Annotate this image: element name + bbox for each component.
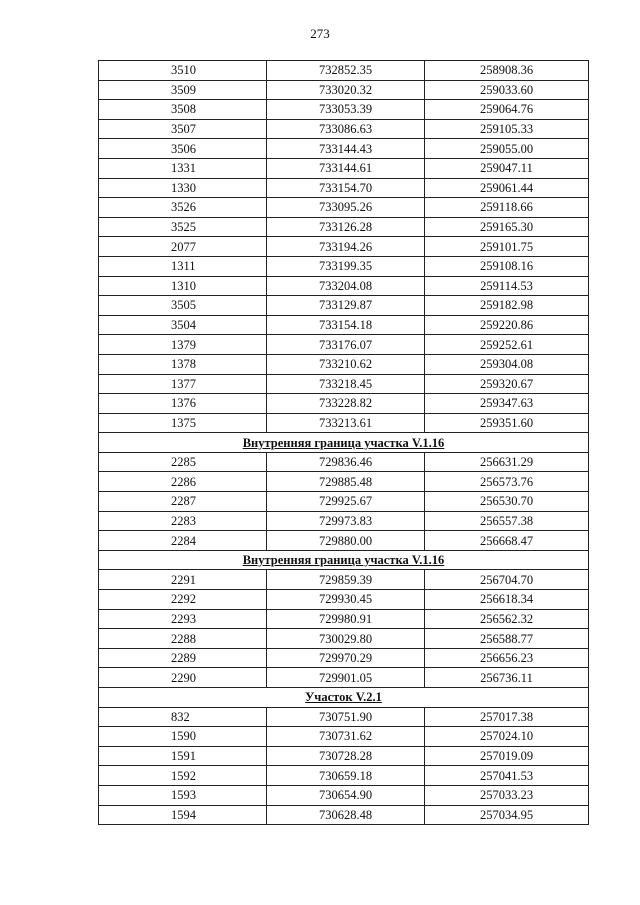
x-coordinate-cell: 730029.80: [267, 629, 425, 649]
x-coordinate-cell: 732852.35: [267, 61, 425, 81]
point-number-cell: 1376: [99, 394, 267, 414]
table-row: [99, 374, 589, 394]
x-coordinate-cell: 729930.45: [267, 590, 425, 610]
point-number-cell: 3507: [99, 119, 267, 139]
x-coordinate-cell: 733020.32: [267, 80, 425, 100]
y-coordinate-cell: 259220.86: [425, 315, 589, 335]
table-row: [99, 100, 589, 120]
table-row: [99, 570, 589, 590]
x-coordinate-cell: 733213.61: [267, 413, 425, 433]
table-row: [99, 296, 589, 316]
point-number-cell: 3506: [99, 139, 267, 159]
x-coordinate-cell: 729925.67: [267, 492, 425, 512]
coordinates-table-body: [99, 61, 589, 825]
y-coordinate-cell: 257034.95: [425, 805, 589, 825]
x-coordinate-cell: 730751.90: [267, 707, 425, 727]
y-coordinate-cell: 256704.70: [425, 570, 589, 590]
table-row: [99, 492, 589, 512]
table-row: [99, 354, 589, 374]
section-title: Участок V.2.1: [99, 688, 589, 708]
table-row: [99, 139, 589, 159]
point-number-cell: 3510: [99, 61, 267, 81]
point-number-cell: 2289: [99, 648, 267, 668]
table-row: [99, 80, 589, 100]
y-coordinate-cell: 259055.00: [425, 139, 589, 159]
x-coordinate-cell: 733194.26: [267, 237, 425, 257]
table-row: [99, 413, 589, 433]
point-number-cell: 1330: [99, 178, 267, 198]
x-coordinate-cell: 733144.43: [267, 139, 425, 159]
point-number-cell: 3525: [99, 217, 267, 237]
x-coordinate-cell: 729980.91: [267, 609, 425, 629]
x-coordinate-cell: 730728.28: [267, 746, 425, 766]
y-coordinate-cell: 259351.60: [425, 413, 589, 433]
point-number-cell: 2286: [99, 472, 267, 492]
y-coordinate-cell: 259304.08: [425, 354, 589, 374]
x-coordinate-cell: 733204.08: [267, 276, 425, 296]
x-coordinate-cell: 730654.90: [267, 785, 425, 805]
y-coordinate-cell: 259101.75: [425, 237, 589, 257]
section-header-row: [99, 550, 589, 570]
section-title: Внутренняя граница участка V.1.16: [99, 433, 589, 453]
y-coordinate-cell: 256736.11: [425, 668, 589, 688]
table-row: [99, 805, 589, 825]
y-coordinate-cell: 259347.63: [425, 394, 589, 414]
x-coordinate-cell: 733086.63: [267, 119, 425, 139]
table-row: [99, 237, 589, 257]
point-number-cell: 2288: [99, 629, 267, 649]
point-number-cell: 2292: [99, 590, 267, 610]
point-number-cell: 3526: [99, 198, 267, 218]
coordinates-table: [98, 60, 589, 825]
table-row: [99, 648, 589, 668]
point-number-cell: 2285: [99, 452, 267, 472]
y-coordinate-cell: 259114.53: [425, 276, 589, 296]
table-row: [99, 727, 589, 747]
x-coordinate-cell: 733144.61: [267, 158, 425, 178]
point-number-cell: 1331: [99, 158, 267, 178]
y-coordinate-cell: 256656.23: [425, 648, 589, 668]
table-row: [99, 119, 589, 139]
y-coordinate-cell: 257017.38: [425, 707, 589, 727]
point-number-cell: 2291: [99, 570, 267, 590]
y-coordinate-cell: 259105.33: [425, 119, 589, 139]
y-coordinate-cell: 256573.76: [425, 472, 589, 492]
x-coordinate-cell: 733210.62: [267, 354, 425, 374]
y-coordinate-cell: 256557.38: [425, 511, 589, 531]
table-row: [99, 158, 589, 178]
table-row: [99, 668, 589, 688]
y-coordinate-cell: 257033.23: [425, 785, 589, 805]
table-row: [99, 609, 589, 629]
point-number-cell: 2284: [99, 531, 267, 551]
page-number: 273: [310, 26, 330, 41]
x-coordinate-cell: 730731.62: [267, 727, 425, 747]
table-row: [99, 335, 589, 355]
point-number-cell: 2287: [99, 492, 267, 512]
table-row: [99, 746, 589, 766]
table-row: [99, 472, 589, 492]
x-coordinate-cell: 733228.82: [267, 394, 425, 414]
y-coordinate-cell: 259033.60: [425, 80, 589, 100]
point-number-cell: 832: [99, 707, 267, 727]
x-coordinate-cell: 733218.45: [267, 374, 425, 394]
y-coordinate-cell: 259118.66: [425, 198, 589, 218]
x-coordinate-cell: 729885.48: [267, 472, 425, 492]
table-row: [99, 394, 589, 414]
point-number-cell: 1379: [99, 335, 267, 355]
point-number-cell: 1375: [99, 413, 267, 433]
y-coordinate-cell: 259064.76: [425, 100, 589, 120]
x-coordinate-cell: 733176.07: [267, 335, 425, 355]
table-row: [99, 178, 589, 198]
x-coordinate-cell: 729970.29: [267, 648, 425, 668]
point-number-cell: 1593: [99, 785, 267, 805]
table-row: [99, 217, 589, 237]
x-coordinate-cell: 733126.28: [267, 217, 425, 237]
table-row: [99, 785, 589, 805]
y-coordinate-cell: 257024.10: [425, 727, 589, 747]
y-coordinate-cell: 257019.09: [425, 746, 589, 766]
section-header-row: [99, 688, 589, 708]
point-number-cell: 3505: [99, 296, 267, 316]
point-number-cell: 1594: [99, 805, 267, 825]
y-coordinate-cell: 259252.61: [425, 335, 589, 355]
x-coordinate-cell: 730628.48: [267, 805, 425, 825]
x-coordinate-cell: 729901.05: [267, 668, 425, 688]
point-number-cell: 3509: [99, 80, 267, 100]
y-coordinate-cell: 256530.70: [425, 492, 589, 512]
point-number-cell: 1311: [99, 256, 267, 276]
point-number-cell: 1591: [99, 746, 267, 766]
y-coordinate-cell: 256562.32: [425, 609, 589, 629]
x-coordinate-cell: 733154.70: [267, 178, 425, 198]
x-coordinate-cell: 733129.87: [267, 296, 425, 316]
table-row: [99, 590, 589, 610]
y-coordinate-cell: 259165.30: [425, 217, 589, 237]
point-number-cell: 3508: [99, 100, 267, 120]
point-number-cell: 1590: [99, 727, 267, 747]
table-row: [99, 531, 589, 551]
table-row: [99, 766, 589, 786]
y-coordinate-cell: 257041.53: [425, 766, 589, 786]
x-coordinate-cell: 729880.00: [267, 531, 425, 551]
table-row: [99, 61, 589, 81]
x-coordinate-cell: 733154.18: [267, 315, 425, 335]
x-coordinate-cell: 733053.39: [267, 100, 425, 120]
x-coordinate-cell: 729836.46: [267, 452, 425, 472]
section-header-row: [99, 433, 589, 453]
point-number-cell: 2293: [99, 609, 267, 629]
point-number-cell: 1592: [99, 766, 267, 786]
point-number-cell: 1377: [99, 374, 267, 394]
y-coordinate-cell: 258908.36: [425, 61, 589, 81]
table-row: [99, 256, 589, 276]
y-coordinate-cell: 256668.47: [425, 531, 589, 551]
point-number-cell: 1378: [99, 354, 267, 374]
point-number-cell: 2077: [99, 237, 267, 257]
y-coordinate-cell: 259182.98: [425, 296, 589, 316]
table-row: [99, 198, 589, 218]
section-title: Внутренняя граница участка V.1.16: [99, 550, 589, 570]
point-number-cell: 1310: [99, 276, 267, 296]
y-coordinate-cell: 259320.67: [425, 374, 589, 394]
x-coordinate-cell: 729973.83: [267, 511, 425, 531]
table-row: [99, 276, 589, 296]
x-coordinate-cell: 729859.39: [267, 570, 425, 590]
x-coordinate-cell: 733199.35: [267, 256, 425, 276]
y-coordinate-cell: 256618.34: [425, 590, 589, 610]
point-number-cell: 3504: [99, 315, 267, 335]
table-row: [99, 629, 589, 649]
table-row: [99, 511, 589, 531]
y-coordinate-cell: 259047.11: [425, 158, 589, 178]
x-coordinate-cell: 730659.18: [267, 766, 425, 786]
table-row: [99, 315, 589, 335]
table-row: [99, 707, 589, 727]
point-number-cell: 2283: [99, 511, 267, 531]
y-coordinate-cell: 259061.44: [425, 178, 589, 198]
x-coordinate-cell: 733095.26: [267, 198, 425, 218]
y-coordinate-cell: 256588.77: [425, 629, 589, 649]
table-row: [99, 452, 589, 472]
y-coordinate-cell: 256631.29: [425, 452, 589, 472]
y-coordinate-cell: 259108.16: [425, 256, 589, 276]
point-number-cell: 2290: [99, 668, 267, 688]
